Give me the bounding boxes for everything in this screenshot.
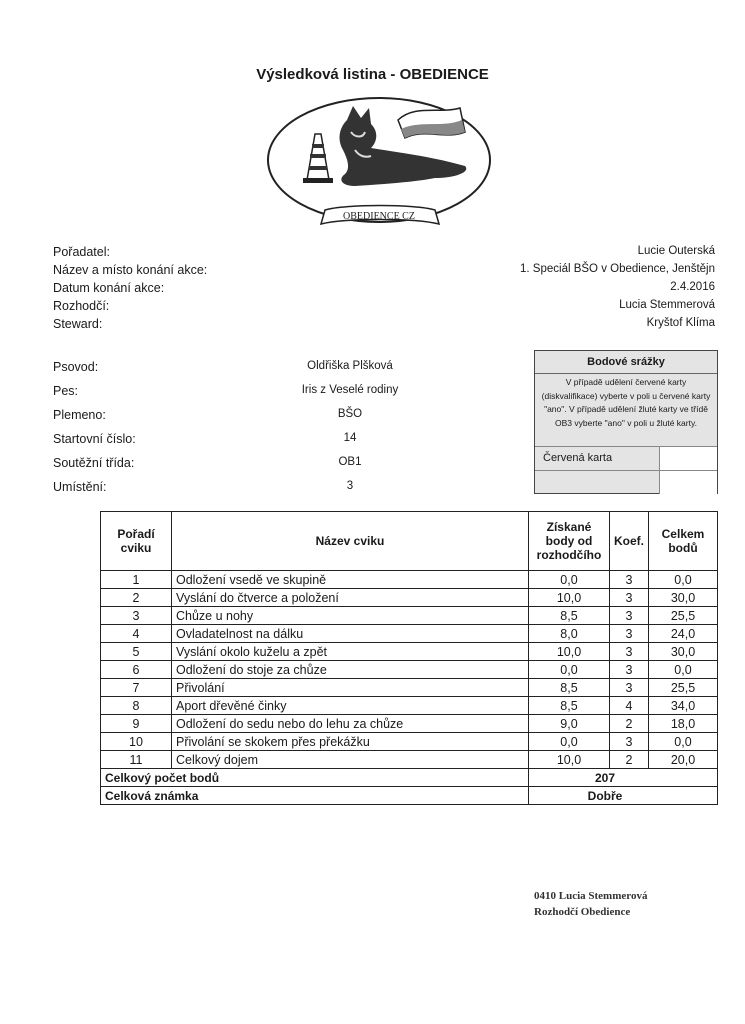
row-order: 11: [101, 751, 172, 769]
row-order: 1: [101, 571, 172, 589]
col-total: Celkem bodů: [649, 512, 718, 571]
row-exercise: Celkový dojem: [172, 751, 529, 769]
row-coef: 3: [610, 607, 649, 625]
row-total: 24,0: [649, 625, 718, 643]
red-card-label: Červená karta: [535, 447, 660, 470]
row-exercise: Odložení do stoje za chůze: [172, 661, 529, 679]
row-score: 10,0: [529, 751, 610, 769]
col-exercise: Název cviku: [172, 512, 529, 571]
organizer-value: Lucie Outerská: [637, 245, 715, 257]
col-order: Pořadí cviku: [101, 512, 172, 571]
row-total: 25,5: [649, 607, 718, 625]
table-row: [101, 715, 718, 733]
penalty-box: [534, 350, 718, 494]
table-row: [101, 625, 718, 643]
table-row: [101, 643, 718, 661]
table-row: [101, 661, 718, 679]
table-row: [101, 607, 718, 625]
col-coef: Koef.: [610, 512, 649, 571]
table-row: [101, 751, 718, 769]
breed-value: BŠO: [337, 408, 363, 420]
row-total: 0,0: [649, 733, 718, 751]
grade-label: Celková známka: [101, 787, 529, 805]
row-score: 0,0: [529, 571, 610, 589]
row-total: 0,0: [649, 571, 718, 589]
row-coef: 2: [610, 715, 649, 733]
row-coef: 3: [610, 625, 649, 643]
total-points-label: Celkový počet bodů: [101, 769, 529, 787]
penalty-heading: Bodové srážky: [535, 351, 717, 374]
class-value: OB1: [338, 456, 362, 468]
event-name-value: 1. Speciál BŠO v Obedience, Jenštějn: [520, 263, 715, 275]
yellow-card-label: [535, 471, 660, 494]
obedience-logo: [265, 92, 493, 234]
signature-line-2: Rozhodčí Obedience: [534, 906, 631, 918]
row-total: 30,0: [649, 643, 718, 661]
row-exercise: Odložení vsedě ve skupině: [172, 571, 529, 589]
placement-label: Umístění:: [53, 480, 107, 494]
table-row: [101, 679, 718, 697]
document-title: Výsledková listina - OBEDIENCE: [256, 66, 489, 83]
signature-line-1: 0410 Lucia Stemmerová: [534, 890, 648, 902]
row-exercise: Ovladatelnost na dálku: [172, 625, 529, 643]
row-coef: 3: [610, 679, 649, 697]
start-number-label: Startovní číslo:: [53, 432, 136, 446]
table-row: [101, 571, 718, 589]
grade-value: Dobře: [529, 787, 718, 805]
row-score: 8,5: [529, 697, 610, 715]
row-score: 8,0: [529, 625, 610, 643]
row-order: 6: [101, 661, 172, 679]
row-exercise: Přivolání se skokem přes překážku: [172, 733, 529, 751]
handler-value: Oldřiška Plšková: [307, 360, 393, 372]
placement-value: 3: [346, 480, 354, 492]
breed-label: Plemeno:: [53, 408, 106, 422]
row-exercise: Chůze u nohy: [172, 607, 529, 625]
row-coef: 4: [610, 697, 649, 715]
row-order: 4: [101, 625, 172, 643]
total-points-value: 207: [529, 769, 718, 787]
row-score: 0,0: [529, 733, 610, 751]
event-name-label: Název a místo konání akce:: [53, 263, 208, 277]
row-coef: 3: [610, 661, 649, 679]
class-label: Soutěžní třída:: [53, 456, 135, 470]
penalty-instructions: V případě udělení červené karty (diskvalifikace) vyberte v poli u červené karty "ano". V případě udělení žluté karty ve třídě OB3 vyberte "ano" v poli u žluté karty.: [535, 374, 717, 447]
row-total: 0,0: [649, 661, 718, 679]
dog-label: Pes:: [53, 384, 79, 398]
row-coef: 3: [610, 643, 649, 661]
table-row: [101, 589, 718, 607]
row-total: 30,0: [649, 589, 718, 607]
row-exercise: Vyslání okolo kuželu a zpět: [172, 643, 529, 661]
row-total: 18,0: [649, 715, 718, 733]
dog-value: Iris z Veselé rodiny: [301, 384, 399, 396]
steward-label: Steward:: [53, 317, 103, 331]
results-table: [100, 511, 718, 805]
grade-row: [101, 787, 718, 805]
row-order: 9: [101, 715, 172, 733]
judge-label: Rozhodčí:: [53, 299, 110, 313]
row-exercise: Přivolání: [172, 679, 529, 697]
steward-value: Kryštof Klíma: [646, 317, 715, 329]
logo-text: OBEDIENCE CZ: [343, 211, 415, 222]
table-row: [101, 697, 718, 715]
row-order: 7: [101, 679, 172, 697]
row-exercise: Aport dřevěné činky: [172, 697, 529, 715]
row-total: 34,0: [649, 697, 718, 715]
judge-value: Lucia Stemmerová: [619, 299, 715, 311]
row-order: 5: [101, 643, 172, 661]
total-points-row: [101, 769, 718, 787]
table-header-row: [101, 512, 718, 571]
yellow-card-row: [535, 471, 717, 494]
row-score: 8,5: [529, 607, 610, 625]
row-total: 20,0: [649, 751, 718, 769]
event-date-value: 2.4.2016: [670, 281, 715, 293]
organizer-label: Pořadatel:: [53, 245, 110, 259]
row-score: 10,0: [529, 643, 610, 661]
row-order: 2: [101, 589, 172, 607]
row-coef: 3: [610, 589, 649, 607]
red-card-field[interactable]: [660, 447, 717, 470]
row-score: 0,0: [529, 661, 610, 679]
row-score: 8,5: [529, 679, 610, 697]
row-total: 25,5: [649, 679, 718, 697]
judge-signature: [534, 888, 647, 920]
row-coef: 3: [610, 733, 649, 751]
row-order: 3: [101, 607, 172, 625]
row-exercise: Odložení do sedu nebo do lehu za chůze: [172, 715, 529, 733]
event-date-label: Datum konání akce:: [53, 281, 165, 295]
yellow-card-field[interactable]: [660, 471, 717, 494]
row-exercise: Vyslání do čtverce a položení: [172, 589, 529, 607]
row-coef: 2: [610, 751, 649, 769]
col-score: Získané body od rozhodčího: [529, 512, 610, 571]
start-number-value: 14: [343, 432, 357, 444]
row-score: 9,0: [529, 715, 610, 733]
table-row: [101, 733, 718, 751]
row-order: 10: [101, 733, 172, 751]
red-card-row: [535, 447, 717, 471]
handler-label: Psovod:: [53, 360, 99, 374]
row-score: 10,0: [529, 589, 610, 607]
row-order: 8: [101, 697, 172, 715]
row-coef: 3: [610, 571, 649, 589]
